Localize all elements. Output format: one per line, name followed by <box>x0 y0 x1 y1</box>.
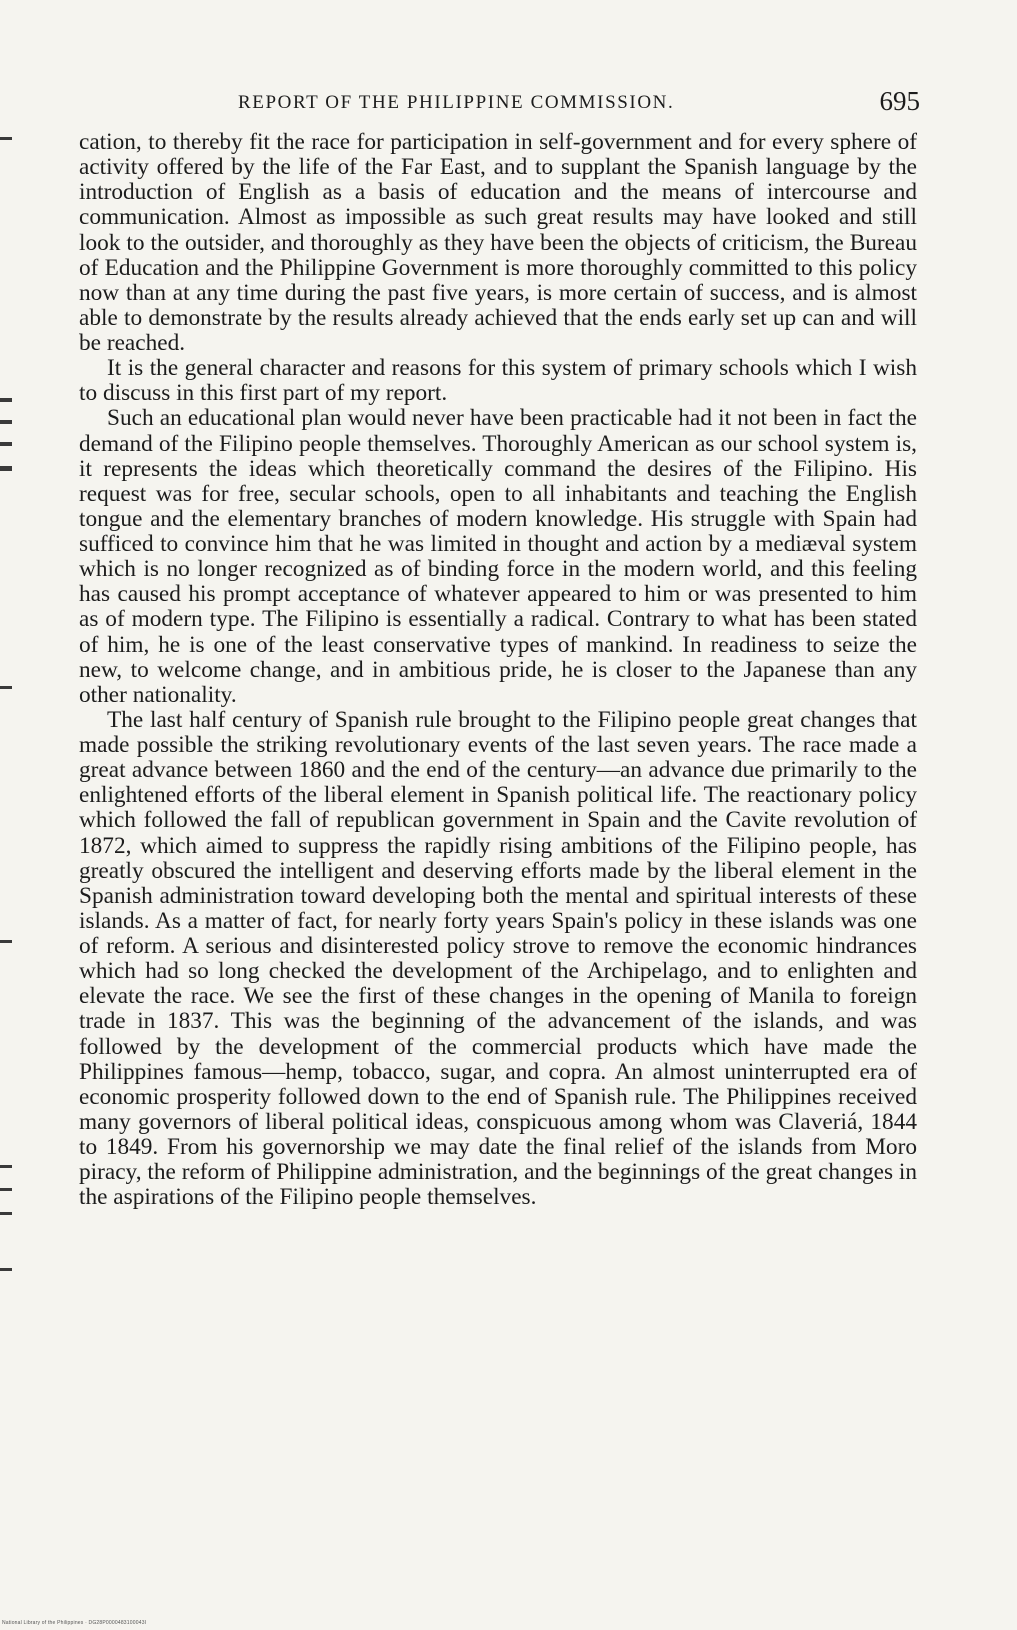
paragraph: cation, to thereby fit the race for participation in self-government and for every sphere of activity offered by the life of the Far East, and to supplant the Spanish language by the introduction of English as a basis of education and the means of intercourse and communication. Almost as impossible as such great results may have looked and still look to the outsider, and thoroughly as they have been the objects of criticism, the Bureau of Education and the Philippine Government is more thoroughly committed to this policy now than at any time during the past five years, is more certain of success, and is almost able to demonstrate by the results already achieved that the ends early set up can and will be reached. <box>79 129 917 356</box>
scan-credit: National Library of the Philippines · DG28P0000483100043I <box>2 1620 147 1626</box>
running-head-title: REPORT OF THE PHILIPPINE COMMISSION. <box>238 92 675 113</box>
edge-mark <box>0 442 12 446</box>
paragraph: Such an educational plan would never have been practicable had it not been in fact the demand of the Filipino people themselves. Thoroughly American as our school system is, it represents the ideas which theoretically command the desires of the Filipino. His request was for free, secular schools, open to all inhabitants and teaching the English tongue and the elementary branches of modern knowledge. His struggle with Spain had sufficed to convince him that he was limited in thought and action by a mediæval system which is no longer recognized as of binding force in the modern world, and this feeling has caused his prompt acceptance of whatever appeared to him or was presented to him as of modern type. The Filipino is essentially a radical. Contrary to what has been stated of him, he is one of the least conservative types of mankind. In readiness to seize the new, to welcome change, and in ambitious pride, he is closer to the Japanese than any other nationality. <box>79 405 917 708</box>
page-number: 695 <box>879 86 920 116</box>
edge-mark <box>0 420 12 424</box>
body-text <box>79 130 917 1210</box>
edge-mark <box>0 1268 12 1271</box>
paragraph: The last half century of Spanish rule brought to the Filipino people great changes that made possible the striking revolutionary events of the last seven years. The race made a great advance between 1860 and the end of the century—an advance due primarily to the enlightened efforts of the liberal element in Spanish political life. The reactionary policy which followed the fall of republican government in Spain and the Cavite revolution of 1872, which aimed to suppress the rapidly rising ambitions of the Filipino people, has greatly obscured the intelligent and deserving efforts made by the liberal element in the Spanish administration toward developing both the mental and spiritual interests of these islands. As a matter of fact, for nearly forty years Spain's policy in these islands was one of reform. A serious and disinterested policy strove to remove the economic hindrances which had so long checked the development of the Archipelago, and to enlighten and elevate the race. We see the first of these changes in the opening of Manila to foreign trade in 1837. This was the beginning of the advancement of the islands, and was followed by the development of the commercial products which have made the Philippines famous—hemp, tobacco, sugar, and copra. An almost uninterrupted era of economic prosperity followed down to the end of Spanish rule. The Philippines received many governors of liberal political ideas, conspicuous among whom was Claveriá, 1844 to 1849. From his governorship we may date the final relief of the islands from Moro piracy, the reform of Philippine administration, and the beginnings of the great changes in the aspirations of the Filipino people themselves. <box>79 706 917 1211</box>
edge-mark <box>0 940 12 943</box>
edge-mark <box>0 137 12 140</box>
edge-mark <box>0 686 12 689</box>
edge-mark <box>0 1165 12 1168</box>
binding-edge-marks <box>0 0 14 1630</box>
paragraph: It is the general character and reasons for this system of primary schools which I wish to discuss in this first part of my report. <box>79 355 917 407</box>
edge-mark <box>0 1212 12 1215</box>
edge-mark <box>0 398 12 402</box>
running-head <box>80 86 920 120</box>
edge-mark <box>0 1188 12 1191</box>
edge-mark <box>0 466 12 471</box>
